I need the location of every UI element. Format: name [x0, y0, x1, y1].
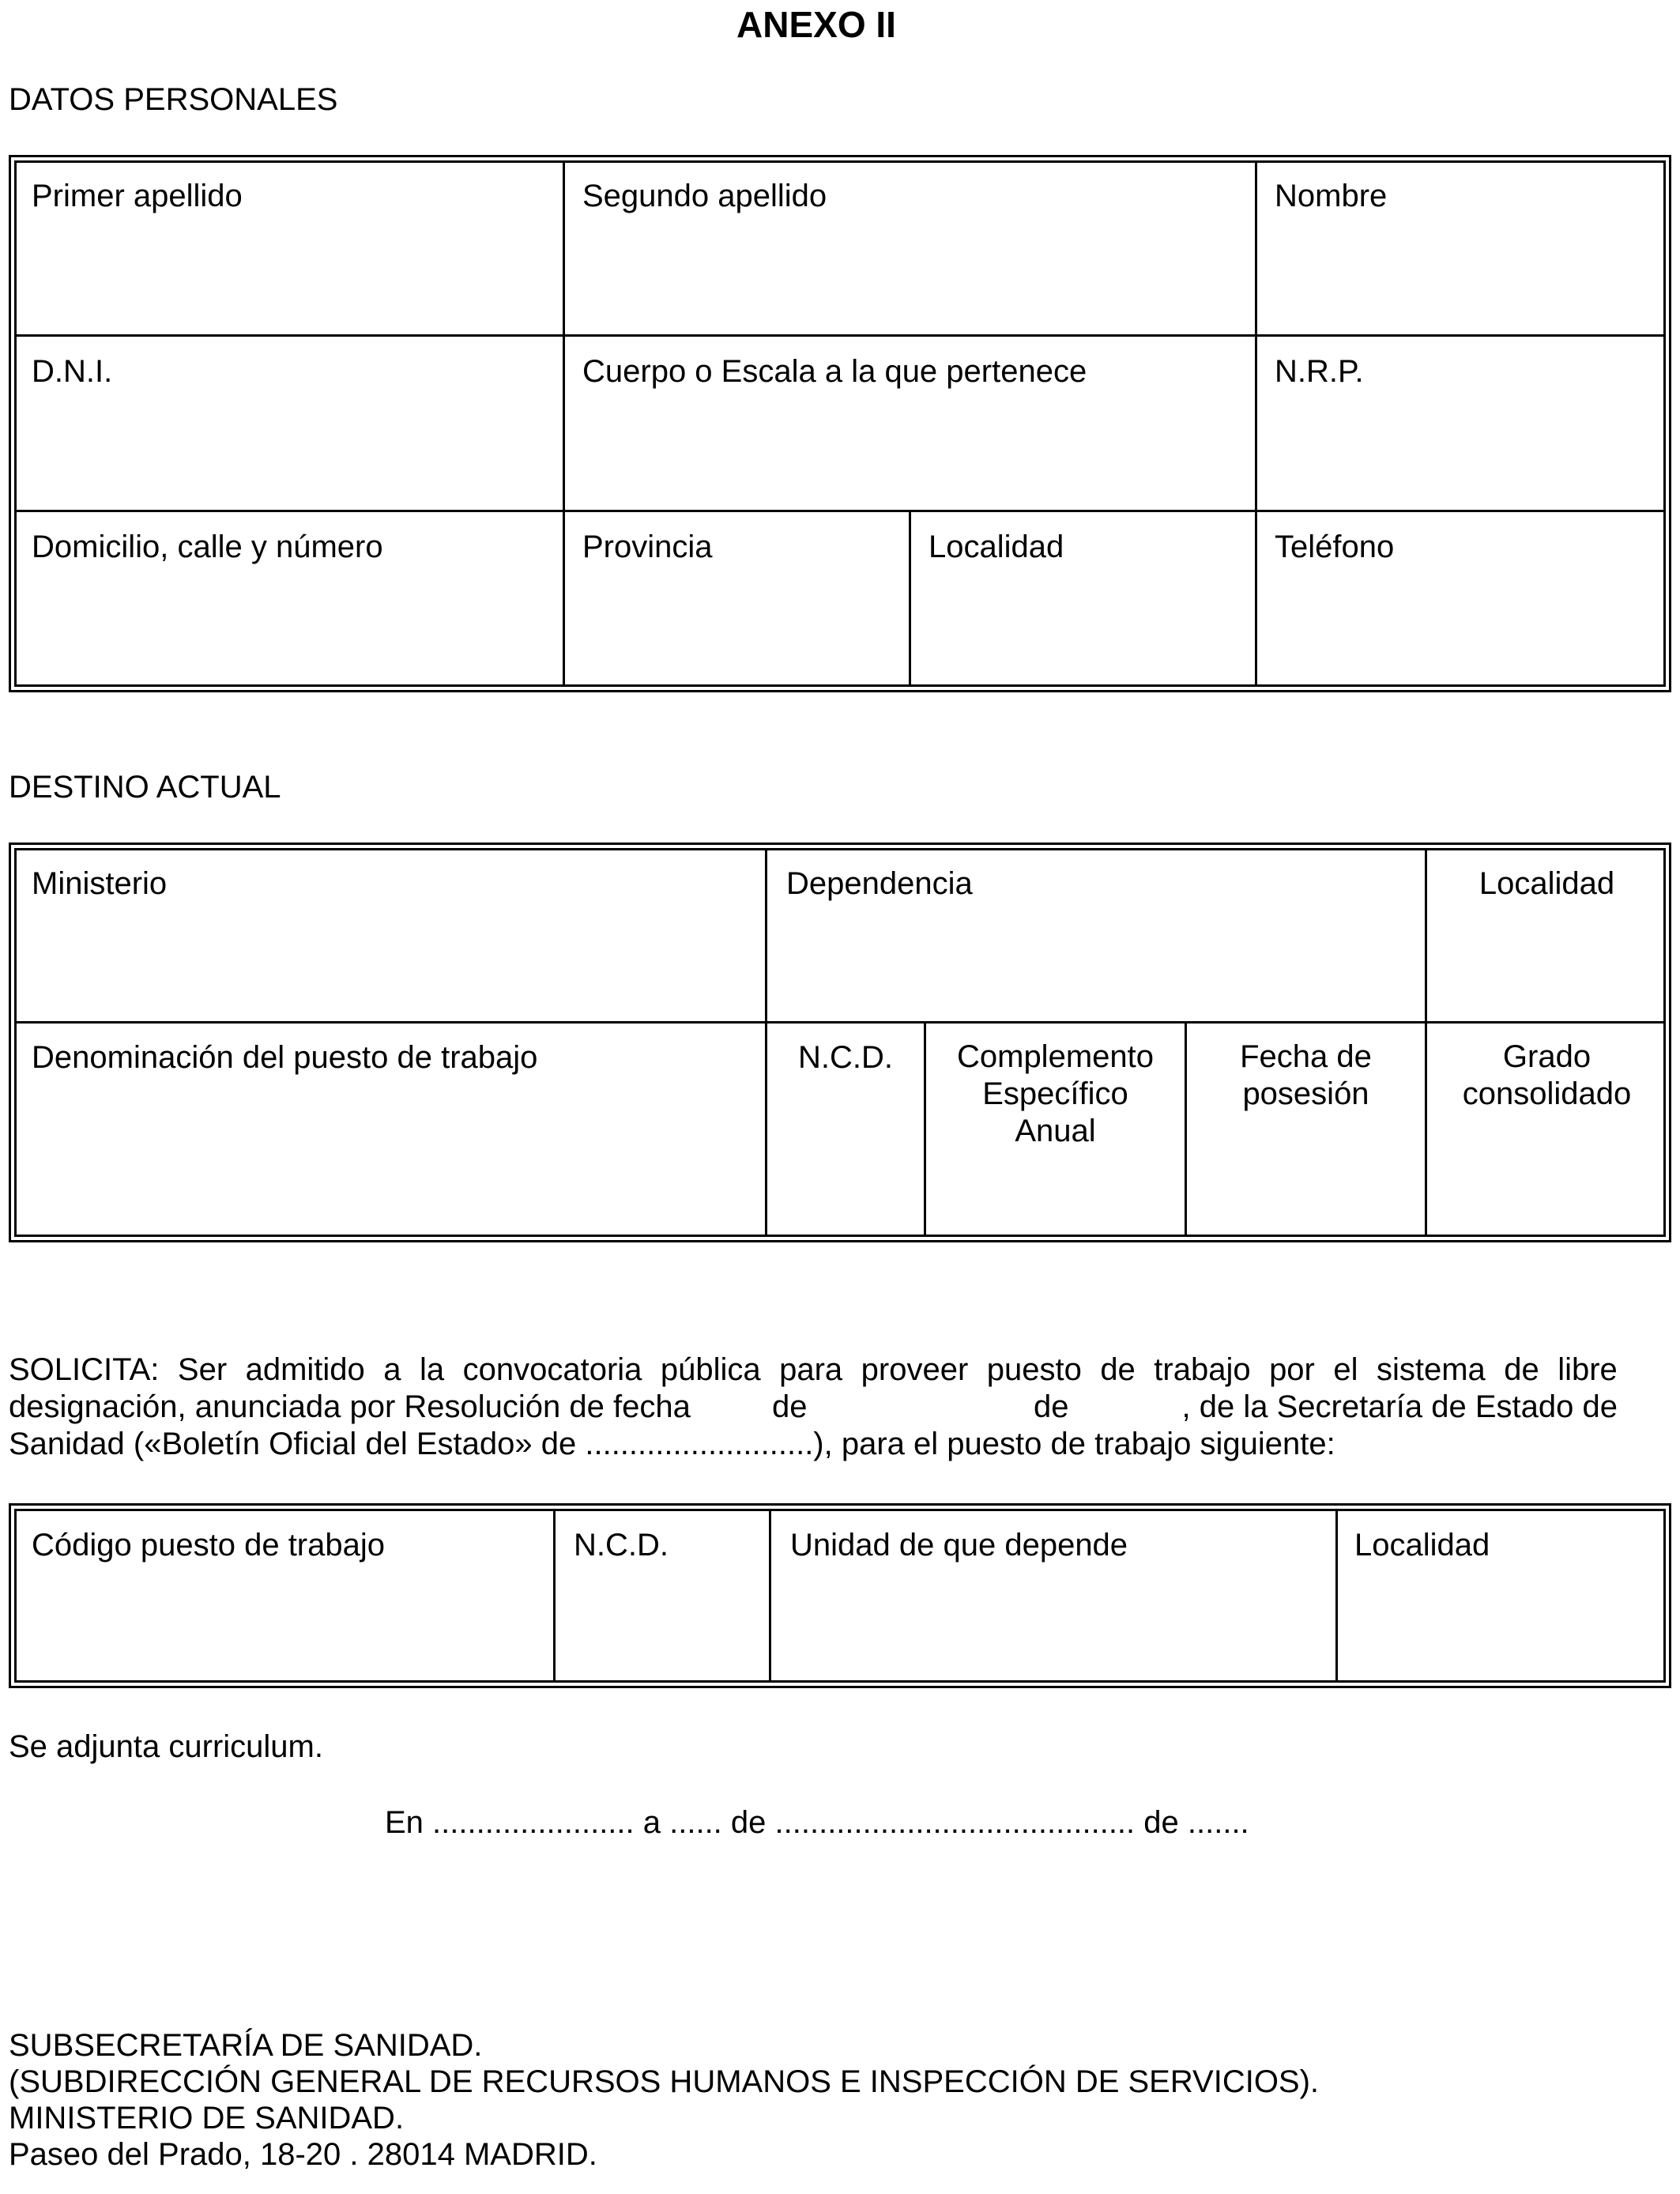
field-ncd-puesto: N.C.D. — [574, 1528, 669, 1563]
solicita-word: trabajo — [1154, 1352, 1251, 1387]
field-fecha-posesion — [1187, 1039, 1425, 1113]
footer-line: SUBSECRETARÍA DE SANIDAD. — [9, 2028, 483, 2063]
solicita-word: la — [420, 1352, 445, 1387]
column-divider — [909, 510, 911, 687]
complemento-line: Anual — [1015, 1114, 1096, 1148]
solicita-line-3: Sanidad («Boletín Oficial del Estado» de ..........................), para el puesto de trabajo siguiente: — [9, 1427, 1335, 1461]
complemento-line: Específico — [982, 1076, 1128, 1111]
solicita-word: puesto — [986, 1352, 1082, 1387]
solicita-paragraph — [9, 1351, 1618, 1463]
solicita-word: SOLICITA: — [9, 1352, 160, 1387]
row-divider — [14, 334, 1666, 337]
column-divider — [1255, 160, 1257, 687]
fecha-line: posesión — [1242, 1076, 1369, 1111]
solicita-text: , de la Secretaría de Estado de — [1181, 1389, 1618, 1424]
table-inner-border — [14, 160, 1666, 687]
field-dni: D.N.I. — [32, 354, 113, 389]
field-domicilio: Domicilio, calle y número — [32, 530, 383, 564]
section-heading-datos-personales: DATOS PERSONALES — [9, 82, 338, 117]
field-cuerpo-escala: Cuerpo o Escala a la que pertenece — [582, 354, 1087, 389]
complemento-line: Complemento — [956, 1039, 1154, 1074]
footer-address — [9, 2027, 1319, 2173]
solicita-word: de — [1100, 1352, 1136, 1387]
solicita-word: por — [1269, 1352, 1315, 1387]
field-localidad-destino: Localidad — [1478, 866, 1615, 901]
field-localidad-puesto: Localidad — [1354, 1528, 1490, 1563]
field-nombre: Nombre — [1275, 179, 1388, 213]
field-unidad-dependencia: Unidad de que depende — [790, 1528, 1128, 1563]
column-divider — [563, 160, 565, 687]
fecha-line: Fecha de — [1240, 1039, 1372, 1074]
field-complemento-especifico — [926, 1039, 1185, 1150]
footer-line: (SUBDIRECCIÓN GENERAL DE RECURSOS HUMANOS E INSPECCIÓN DE SERVICIOS). — [9, 2064, 1320, 2099]
solicita-line-1 — [9, 1351, 1618, 1389]
field-primer-apellido: Primer apellido — [32, 179, 243, 213]
solicita-word: pública — [660, 1352, 761, 1387]
footer-line: MINISTERIO DE SANIDAD. — [9, 2101, 405, 2136]
solicita-text: de — [1034, 1389, 1069, 1424]
fecha-firma-line: En ....................... a ...... de ......................................... de ....... — [385, 1805, 1249, 1840]
row-divider — [14, 1021, 1666, 1023]
field-nrp: N.R.P. — [1275, 354, 1364, 389]
solicita-word: sistema — [1376, 1352, 1486, 1387]
grado-line: Grado — [1502, 1039, 1591, 1074]
solicita-line-2 — [9, 1389, 1618, 1426]
solicita-text: designación, anunciada por Resolución de fecha — [9, 1389, 691, 1424]
solicita-word: admitido — [245, 1352, 365, 1387]
column-divider — [769, 1509, 771, 1683]
solicita-word: a — [383, 1352, 401, 1387]
field-grado-consolidado — [1427, 1039, 1667, 1113]
field-telefono: Teléfono — [1275, 530, 1395, 564]
solicita-word: libre — [1558, 1352, 1618, 1387]
field-dependencia: Dependencia — [786, 866, 973, 901]
solicita-word: proveer — [861, 1352, 969, 1387]
row-divider — [14, 510, 1666, 512]
grado-line: consolidado — [1462, 1076, 1632, 1111]
adjunta-curriculum: Se adjunta curriculum. — [9, 1729, 323, 1764]
column-divider — [1335, 1509, 1338, 1683]
field-provincia: Provincia — [582, 530, 713, 564]
field-ncd: N.C.D. — [798, 1040, 893, 1075]
page-title: ANEXO II — [736, 4, 896, 45]
solicita-word: convocatoria — [462, 1352, 642, 1387]
solicita-word: para — [779, 1352, 843, 1387]
field-denominacion-puesto: Denominación del puesto de trabajo — [32, 1040, 538, 1075]
section-heading-destino-actual: DESTINO ACTUAL — [9, 770, 281, 805]
column-divider — [553, 1509, 556, 1683]
field-codigo-puesto: Código puesto de trabajo — [32, 1528, 385, 1563]
solicita-word: de — [1504, 1352, 1539, 1387]
solicita-text: de — [772, 1389, 808, 1424]
field-segundo-apellido: Segundo apellido — [582, 179, 827, 213]
solicita-word: el — [1333, 1352, 1358, 1387]
field-localidad: Localidad — [929, 530, 1064, 564]
field-ministerio: Ministerio — [32, 866, 168, 901]
footer-line: Paseo del Prado, 18-20 . 28014 MADRID. — [9, 2137, 597, 2172]
solicita-word: Ser — [177, 1352, 228, 1387]
